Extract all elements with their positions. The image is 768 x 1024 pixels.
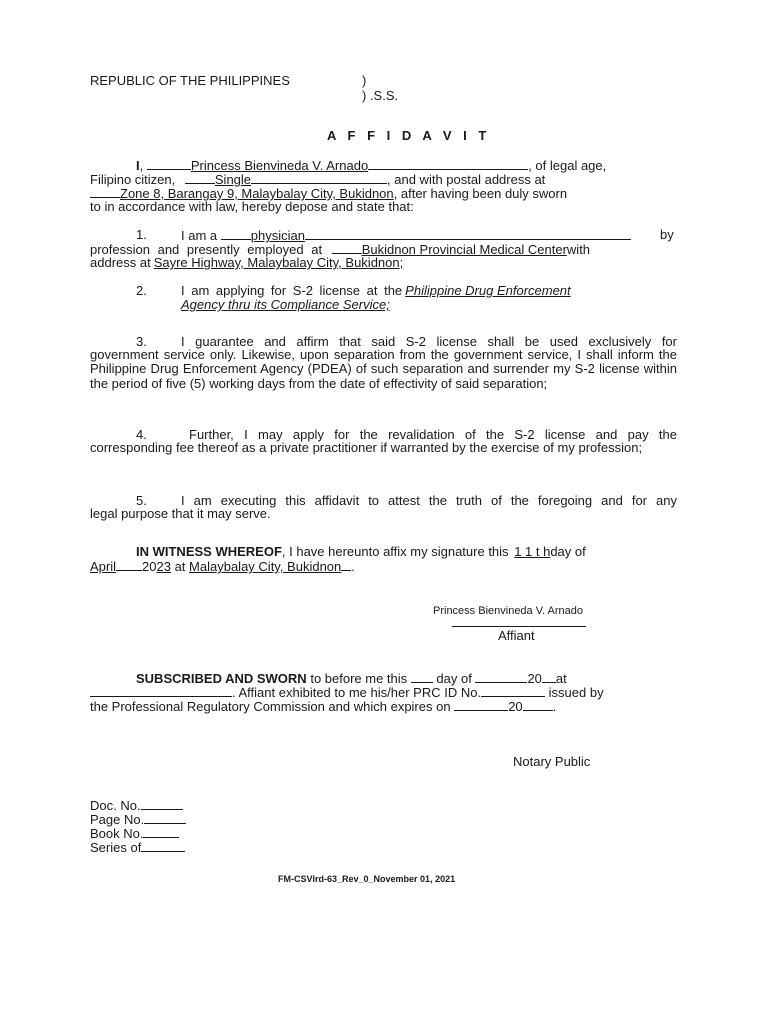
sworn-month-blank (475, 670, 527, 683)
expiry-year-prefix: 20 (508, 699, 523, 714)
republic-heading: REPUBLIC OF THE PHILIPPINES (90, 73, 290, 88)
witness-at: at (174, 559, 186, 574)
legal-age-text: , of legal age, (528, 158, 607, 173)
agency-field-1: Philippine Drug Enforcement (405, 283, 571, 298)
after-sworn-text: , after having been duly sworn (393, 186, 568, 201)
status-pre-blank (185, 171, 215, 184)
sworn-expires-text: the Professional Regulatory Commission and which expires on (90, 699, 451, 714)
item-5-first-text: I am executing this affidavit to attest the truth of the foregoing and for any (181, 493, 677, 508)
affiant-name-field: Princess Bienvineda V. Arnado (190, 158, 369, 173)
witness-text-b: day of (550, 544, 586, 559)
name-pre-blank (147, 157, 191, 170)
sworn-text-b: day of (436, 671, 472, 686)
sworn-text-a: to before me this (310, 671, 408, 686)
witness-year-field: 23 (156, 559, 171, 574)
name-post-blank (368, 157, 528, 170)
address-pre-blank (90, 185, 120, 198)
item-2-number: 2. (136, 283, 147, 298)
witness-place-field: Malaybalay City, Bukidnon (189, 559, 342, 574)
item-4-number: 4. (136, 427, 147, 442)
status-post-blank (251, 171, 387, 184)
series-of-label: Series of (90, 840, 142, 855)
month-post-blank (116, 558, 142, 571)
ss-mark: ) .S.S. (362, 88, 399, 103)
sworn-year-prefix: 20 (527, 671, 542, 686)
place-post-blank (341, 558, 351, 571)
profession-post-blank (305, 227, 631, 240)
item-5-number: 5. (136, 493, 147, 508)
book-no-blank (143, 825, 179, 838)
witness-line-1 (136, 544, 586, 559)
item-1-text-c: address at (90, 255, 151, 270)
postal-address-field: Zone 8, Barangay 9, Malaybalay City, Bukidnon (120, 186, 394, 201)
employer-field: Bukidnon Provincial Medical Center (361, 242, 567, 257)
series-of (90, 839, 185, 855)
witness-year-prefix: 20 (142, 559, 157, 574)
agency-field-2: Agency thru its Compliance Service; (181, 297, 390, 312)
item-1-number: 1. (136, 227, 147, 242)
item-1-text-a: I am a (181, 228, 218, 243)
expiry-blank (454, 698, 508, 711)
item-1-text-b: profession and presently employed at (90, 242, 323, 257)
intro-comma: , (139, 158, 144, 173)
item-3-number: 3. (136, 334, 147, 349)
paren-mark: ) (362, 73, 367, 88)
prc-id-blank (481, 684, 545, 697)
sworn-at: at (555, 671, 567, 686)
witness-day-field: 1 1 t h (514, 544, 551, 559)
affidavit-title: A F F I D A V I T (327, 128, 491, 143)
profession-pre-blank (221, 227, 251, 240)
intro-line-4: to in accordance with law, hereby depose and state that: (90, 199, 414, 214)
item-4-first-text: Further, I may apply for the revalidation of the S-2 license and pay the (189, 427, 677, 442)
item-1-line-3 (90, 255, 403, 270)
witness-end: . (351, 559, 355, 574)
book-no-label: Book No. (90, 826, 144, 841)
series-of-blank (141, 839, 185, 852)
employer-address-field: Sayre Highway, Malaybalay City, Bukidnon; (153, 255, 404, 270)
expiry-year-blank (523, 698, 553, 711)
sworn-end: . (552, 699, 557, 714)
civil-status-field: Single (214, 172, 252, 187)
employer-pre-blank (332, 241, 362, 254)
item-5-body: legal purpose that it may serve. (90, 506, 271, 521)
item-3-first-text: I guarantee and affirm that said S-2 license shall be used exclusively for (181, 334, 677, 349)
page-no-blank (144, 811, 186, 824)
citizen-text: Filipino citizen, (90, 172, 176, 187)
intro-i: I (136, 158, 140, 173)
form-code-footer: FM-CSVlrd-63_Rev_0_November 01, 2021 (278, 874, 456, 884)
item-3-body: government service only. Likewise, upon separation from the government service, I shall inform the Philippine Drug Enforcement Agency (PDEA) of such separation and surrender my S-2 license within the period of five (5) working days from the date of effectivity of said separation; (90, 347, 677, 391)
item-2-line-1 (181, 283, 571, 298)
sworn-bold: SUBSCRIBED AND SWORN (136, 671, 307, 686)
item-1-by: by (660, 227, 674, 242)
postal-text: , and with postal address at (387, 172, 546, 187)
doc-no-label: Doc. No. (90, 798, 141, 813)
profession-field: physician (250, 228, 305, 243)
witness-month-field: April (90, 559, 117, 574)
signature-line (452, 626, 586, 627)
affiant-signature-name: Princess Bienvineda V. Arnado (433, 605, 584, 617)
witness-bold: IN WITNESS WHEREOF (136, 544, 282, 559)
witness-text-a: , I have hereunto affix my signature this (281, 544, 509, 559)
witness-line-2 (90, 558, 355, 574)
doc-no-blank (141, 797, 183, 810)
notary-public-label: Notary Public (513, 754, 591, 769)
sworn-day-blank (411, 670, 433, 683)
sworn-line-3 (90, 698, 556, 714)
item-2-text-a: I am applying for S-2 license at the (181, 283, 403, 298)
sworn-place-blank (90, 684, 232, 697)
sworn-prc-text: . Affiant exhibited to me his/her PRC ID No. (232, 685, 482, 700)
item-1-with: with (566, 242, 591, 257)
item-4-body: corresponding fee thereof as a private practitioner if warranted by the exercise of my profession; (90, 440, 643, 455)
sworn-issued: issued by (548, 685, 604, 700)
sworn-year-blank (542, 670, 556, 683)
page-no-label: Page No. (90, 812, 145, 827)
affiant-label: Affiant (498, 628, 535, 643)
